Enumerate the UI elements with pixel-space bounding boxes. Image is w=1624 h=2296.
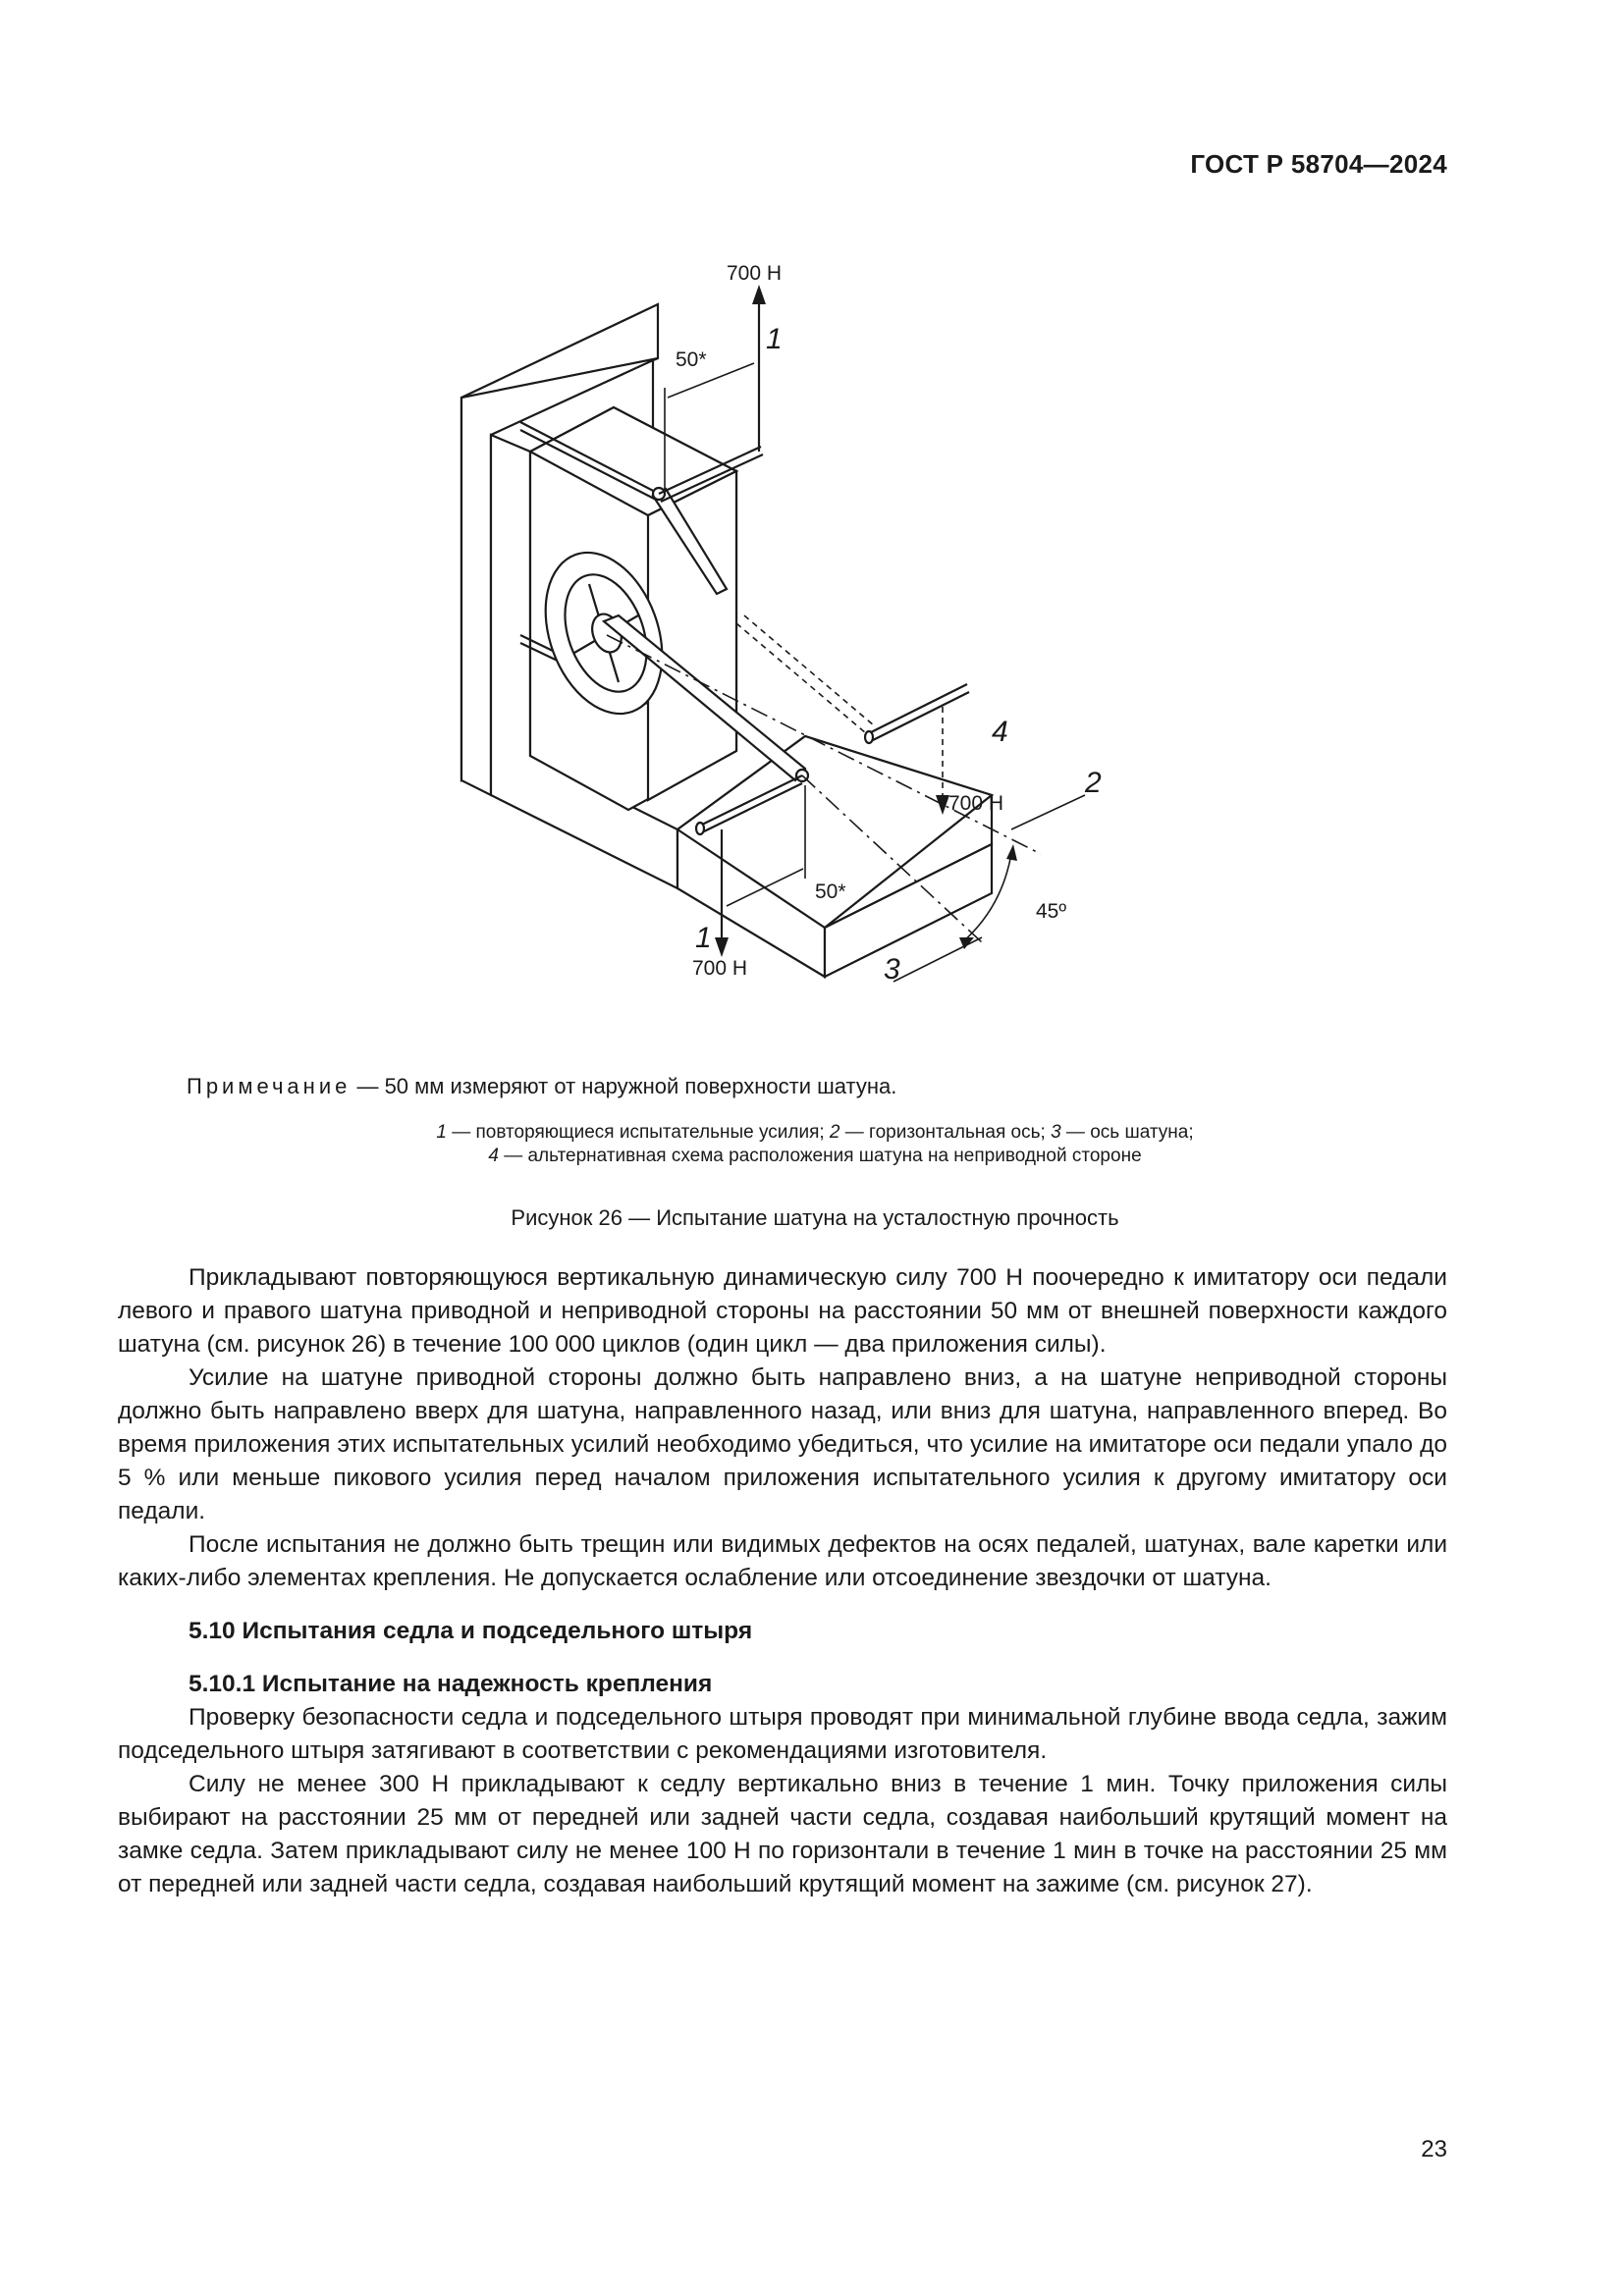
legend-line-2 xyxy=(187,1145,1443,1168)
crank-fatigue-test-diagram xyxy=(432,250,1139,1011)
label-4: 4 xyxy=(992,716,1008,748)
paragraph-1: Прикладывают повторяющуюся вертикальную динамическую силу 700 Н поочередно к имитатору оси педали левого и правого шатуна приводной и неприводной стороны на расстоянии 50 мм от внешней поверхности каждого шатуна (см. рисунок 26) в течение 100 000 циклов (один цикл — два приложения силы). xyxy=(118,1264,1447,1358)
leader-3 xyxy=(893,937,982,982)
label-dist-bottom: 50* xyxy=(815,881,846,903)
legend-n1: 1 xyxy=(436,1122,447,1143)
label-force-top: 700 Н xyxy=(727,262,783,285)
label-angle: 45º xyxy=(1036,900,1067,923)
figure-legend xyxy=(187,1121,1443,1168)
axle-alt xyxy=(869,684,967,733)
page-number: 23 xyxy=(1421,2136,1447,2163)
legend-n4: 4 xyxy=(488,1146,499,1166)
label-dist-top: 50* xyxy=(676,348,707,371)
arrowhead-top xyxy=(752,285,766,304)
paragraph-4: Проверку безопасности седла и подседельного штыря проводят при минимальной глубине ввода седла, зажим подседельного штыря затягивают в соответствии с рекомендациями изготовителя. xyxy=(118,1704,1447,1764)
leader-2 xyxy=(1011,795,1085,829)
angle-arrow-1 xyxy=(1006,844,1017,861)
paragraph-3: После испытания не должно быть трещин или видимых дефектов на осях педалей, шатунах, вале каретки или каких-либо элементах крепления. Не допускается ослабление или отсоединение звездочки от шатуна. xyxy=(118,1531,1447,1591)
alt-crank-1 xyxy=(736,623,866,733)
paragraph-5: Силу не менее 300 Н прикладывают к седлу вертикально вниз в течение 1 мин. Точку приложения силы выбирают на расстоянии 25 мм от передней или задней части седла, создавая наибольший крутящий момент на замке седла. Затем прикладывают силу не менее 100 Н по горизонтали в течение 1 мин в точке на расстоянии 25 мм от передней или задней части седла, создавая наибольший крутящий момент на зажиме (см. рисунок 27). xyxy=(118,1771,1447,1897)
note-text: — 50 мм измеряют от наружной поверхности шатуна. xyxy=(351,1074,897,1098)
label-1-top: 1 xyxy=(766,323,783,355)
axle-alt-2 xyxy=(871,692,969,741)
label-force-right: 700 Н xyxy=(948,792,1004,815)
document-id: ГОСТ Р 58704—2024 xyxy=(1190,149,1447,179)
alt-crank-2 xyxy=(744,615,874,725)
label-2: 2 xyxy=(1085,767,1102,799)
figure-caption: Рисунок 26 — Испытание шатуна на усталостную прочность xyxy=(511,1205,1119,1230)
arrowhead-bottom xyxy=(715,937,729,957)
figure-note xyxy=(187,1074,1443,1099)
section-heading-5-10-1: 5.10.1 Испытание на надежность крепления xyxy=(189,1671,713,1697)
legend-n2: 2 xyxy=(829,1122,840,1143)
label-3: 3 xyxy=(884,953,900,986)
legend-t1: — повторяющиеся испытательные усилия; xyxy=(446,1122,830,1143)
legend-t4: — альтернативная схема расположения шатуна на неприводной стороне xyxy=(498,1146,1142,1166)
note-label: Примечание xyxy=(187,1074,352,1098)
body-text xyxy=(118,1261,1447,1901)
figure-26 xyxy=(432,250,1139,1011)
label-1-bottom: 1 xyxy=(695,922,712,954)
paragraph-2: Усилие на шатуне приводной стороны должно быть направлено вниз, а на шатуне неприводной стороны должно быть направлено вверх для шатуна, направленного назад, или вниз для шатуна, направленного вперед. Во время приложения этих испытательных усилий необходимо убедиться, что усилие на имитаторе оси педали упало до 5 % или меньше пикового усилия перед началом приложения испытательного усилия к другому имитатору оси педали. xyxy=(118,1364,1447,1524)
axle-alt-end xyxy=(865,731,873,743)
label-force-bottom: 700 Н xyxy=(692,957,748,980)
legend-n3: 3 xyxy=(1051,1122,1061,1143)
legend-line-1 xyxy=(187,1121,1443,1145)
section-heading-5-10: 5.10 Испытания седла и подседельного штыря xyxy=(189,1618,753,1644)
legend-t2: — горизонтальная ось; xyxy=(839,1122,1052,1143)
axle-bottom-end xyxy=(696,823,704,834)
legend-t3: — ось шатуна; xyxy=(1060,1122,1194,1143)
